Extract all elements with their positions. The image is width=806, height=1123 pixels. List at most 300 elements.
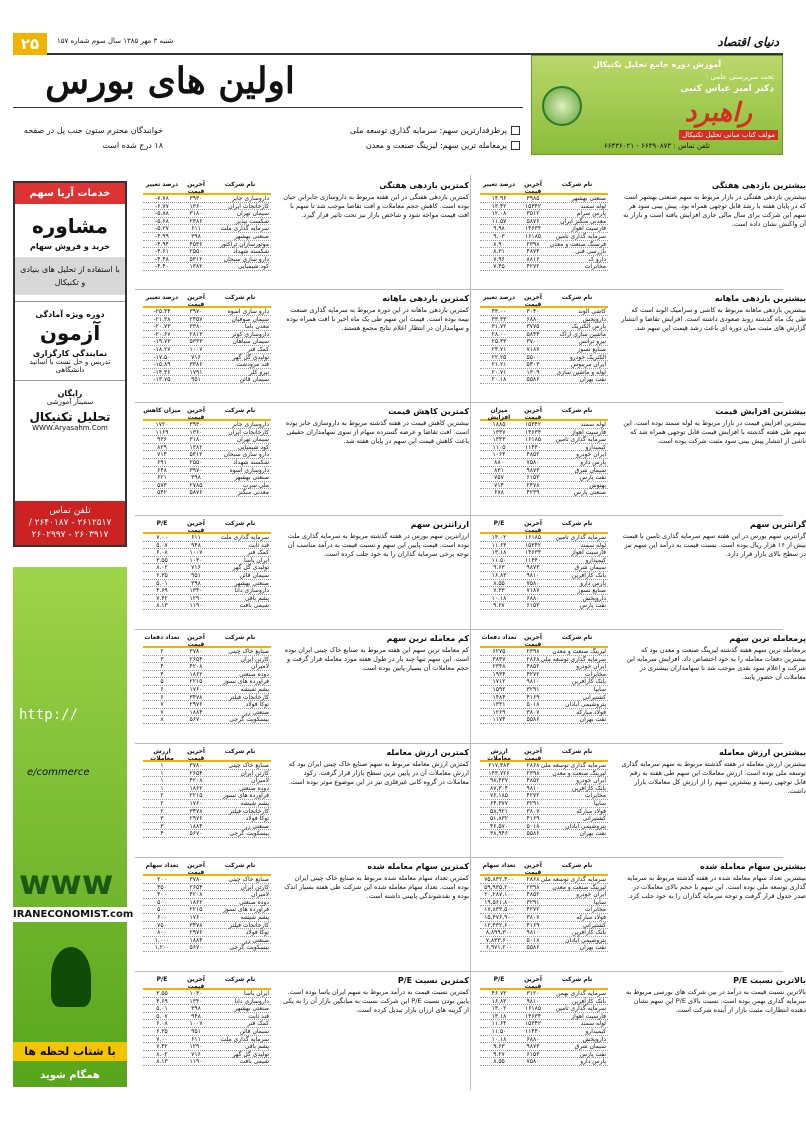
table-row <box>480 1020 608 1028</box>
table-cell: ۱۹,۵۶۱,۸۰۰ <box>484 898 514 906</box>
table-cell: ۲۴۷۸ <box>526 481 540 489</box>
table-cell: ۶۱۵۳ <box>526 1050 540 1058</box>
row-divider <box>135 515 783 516</box>
table-row <box>143 876 271 884</box>
table-cell: ۸۲۹ <box>157 443 167 451</box>
table-cell: ۳ <box>160 815 164 823</box>
table-row <box>480 542 608 550</box>
table-cell: کشتیرانی <box>582 815 606 823</box>
table-cell: ۱۲۶۹ <box>492 708 506 716</box>
table-cell: ۷.۰۰ <box>156 534 168 541</box>
panel-text <box>620 294 806 333</box>
table-row <box>143 421 271 429</box>
table-cell: -۲۵.۳۴ <box>153 308 171 315</box>
column-header: تعداد سهام <box>482 862 516 869</box>
table-cell: ۵۴۲ <box>157 489 167 497</box>
table-row <box>480 549 608 557</box>
table-cell: ۲۰,۲۸۷,۱۰۰ <box>484 891 514 899</box>
headline-rule <box>13 107 523 108</box>
table-cell: ۶,۹۷۱,۲۰۰ <box>485 944 513 952</box>
table-cell: ۷۵۰ <box>157 921 167 929</box>
table-cell: ۶.۰۸ <box>156 1020 168 1028</box>
table-cell: ۷ <box>160 708 164 716</box>
table-cell: کارتن ایران <box>240 883 269 891</box>
table-cell: ۷۱۶ <box>191 353 201 361</box>
table-row <box>480 914 608 922</box>
table-row <box>480 346 608 354</box>
table-cell: ۵۰۱۸ <box>526 936 540 944</box>
row-divider <box>135 743 783 744</box>
table-cell: نفت پارس <box>579 1050 606 1058</box>
column-divider <box>470 175 471 1090</box>
table-cell: شیمی بافت <box>239 1058 269 1066</box>
table-cell: لوله سمند <box>580 202 606 210</box>
column-header: نام شرکت <box>224 294 256 301</box>
table-cell: تولیدی گل گهر <box>232 1050 269 1058</box>
table-cell: صنعتی زر <box>244 708 269 716</box>
table-cell: ۱۴۶۳۴ <box>524 549 542 557</box>
panel-body: کمترین بازدهی هفتگی در این هفته مربوط به داروسازی جابرابن حیان بوده است. کاهش حجم معاملات و افت تقاضا موجب شد تا سهم با افت قیمت مواجه شود و شاخص بازار نیز تحت تاثیر قرار گیرد. <box>283 193 469 219</box>
table-cell: ۳۹۸۵ <box>526 195 540 202</box>
table-cell: ۵۵۸۶ <box>526 944 540 952</box>
table-cell: ۱۷۹۱ <box>189 368 203 376</box>
table-row <box>480 195 608 203</box>
table-header <box>480 294 608 308</box>
table-cell: ۱۰۰۷ <box>189 1020 203 1028</box>
phone-label: تلفن تماس <box>49 506 91 516</box>
table-row <box>480 376 608 384</box>
table-cell: ۱۴۳,۷۲۶ <box>488 769 510 777</box>
table-row <box>480 937 608 945</box>
table-cell: ۵۵۸۶ <box>526 830 540 838</box>
table-row <box>480 1005 608 1013</box>
table-cell: توکا فولاد <box>245 815 269 823</box>
table-cell: دارو سازی سبحان <box>223 451 269 459</box>
table-cell: داروسازی دانا <box>234 587 269 595</box>
table-row <box>143 308 271 316</box>
table-cell: پارس دارو <box>580 458 606 466</box>
ad-heading: تحلیل تکنیکال <box>29 410 111 424</box>
table-cell: کمک فنر <box>247 345 269 353</box>
table-cell: ۳ <box>160 822 164 830</box>
table-cell: ۵۴۰۳ <box>526 361 540 369</box>
ad-brand: راهبرد <box>684 98 752 128</box>
panel-title: بیشترین افزایش قیمت <box>715 407 806 416</box>
table-row <box>143 770 271 778</box>
table-cell: بانک کارآفرین <box>571 571 606 579</box>
ad-line: آموزش دوره جامع تحلیل تکنیکال <box>592 60 722 69</box>
table-cell: ۱۷۶۰ <box>189 913 203 921</box>
table-cell: -۱۸.۲۷ <box>153 345 171 353</box>
table-cell: ماشین سازی اراک <box>559 330 606 338</box>
ad-url[interactable]: WWW.Aryasahm.Com <box>32 424 108 432</box>
table-cell: سرمایه گذاری توسعه ملی <box>540 876 606 883</box>
panel-text <box>283 976 469 1015</box>
ad-heading: مشاوره <box>32 214 108 238</box>
column-header: آخرین قیمت <box>524 520 542 534</box>
column-header: نام شرکت <box>561 520 593 527</box>
column-header: آخرین قیمت <box>524 294 542 308</box>
table-cell: ۴۸۵۲ <box>526 451 540 459</box>
table-cell: صنعتی زر <box>244 936 269 944</box>
table-cell: ۳۷۸۰ <box>189 648 203 655</box>
table-row <box>480 1013 608 1021</box>
ranking-panel <box>143 862 469 974</box>
ad-section <box>15 301 125 374</box>
table-cell: لامیران <box>251 663 269 671</box>
table-cell: ۸.۰۲ <box>156 1050 168 1058</box>
column-header: درصد تغییر <box>145 294 179 301</box>
table-header <box>143 294 271 308</box>
table-cell: لوله سمند <box>580 421 606 428</box>
ranking-table <box>143 520 271 610</box>
table-cell: ۹۵۱ <box>191 376 201 384</box>
table-cell: داروپخش <box>582 315 606 323</box>
table-cell: ۱۳۸۲ <box>189 263 203 271</box>
table-cell: کشتیرانی <box>582 693 606 701</box>
table-cell: ۳۱۸۰ <box>189 436 203 444</box>
table-row <box>143 542 271 550</box>
table-cell: ۲۹۷۶ <box>189 929 203 937</box>
panel-text <box>620 634 806 682</box>
panel-body: پرمعامله ترین سهم هفته گذشته لیزینگ صنعت و معدن بود که بیشترین دفعات معامله را به خود اختصاص داد. افزایش سرمایه این شرکت و اعلام سود نقدی موجب شد تا سهامداران بیشتری در معاملات آن حضور یابند. <box>626 646 806 681</box>
table-row <box>143 777 271 785</box>
table-cell: ۵۱,۸۳۲ <box>489 815 509 823</box>
table-cell: پشم شیشه <box>240 685 269 693</box>
ranking-table <box>480 294 608 384</box>
table-cell: بازرسی فنی <box>575 248 606 256</box>
ad-ecommerce-text: e/commerce <box>27 767 90 778</box>
table-row <box>143 580 271 588</box>
table-cell: ۵.۰۷ <box>156 1012 168 1020</box>
table-cell: ۱۶.۸۳ <box>491 997 507 1005</box>
table-cell: ۱۱.۵۷ <box>491 217 507 225</box>
panel-text <box>283 181 469 220</box>
table-row <box>143 929 271 937</box>
panel-title: گرانترین سهم <box>749 520 806 529</box>
column-header: آخرین قیمت <box>187 748 205 762</box>
column-header: نام شرکت <box>224 976 256 983</box>
table-cell: صنایع خاک چینی <box>228 762 269 769</box>
panel-text <box>620 520 806 559</box>
table-cell: ۱۰۶۴ <box>492 451 506 459</box>
table-row <box>143 361 271 369</box>
table-cell: ۶۴,۳۷۷ <box>489 799 509 807</box>
table-cell: قند مرودشت <box>236 361 269 369</box>
newspaper-logo: دنیای اقتصاد <box>717 35 779 49</box>
table-cell: ۹.۶۳ <box>493 564 505 572</box>
table-row <box>143 990 271 998</box>
page-headline: اولین های بورس <box>45 60 295 102</box>
table-cell: ۲۳۸۶ <box>189 217 203 225</box>
table-cell: ۲۳۴۸ <box>492 663 506 671</box>
table-cell: ۱ <box>160 769 164 777</box>
table-cell: ۳۱۲۰ <box>526 990 540 997</box>
table-cell: ۱۱۴۴۰ <box>524 1027 542 1035</box>
table-cell: ۴.۶۹ <box>156 587 168 595</box>
table-cell: دوده صنعتی <box>239 784 269 792</box>
table-cell: ۱۳۳۷ <box>492 428 506 436</box>
ad-slogan: همگام شوید <box>40 1070 100 1081</box>
column-header: P/E <box>156 976 168 983</box>
table-cell: ۴۸۵۲ <box>526 777 540 785</box>
table-cell: ۷۱۸۷ <box>526 587 540 595</box>
table-cell: ۱۴۸۴ <box>492 693 506 701</box>
table-cell: ۴ <box>160 663 164 671</box>
table-cell: ۵۹,۹۳۵,۲۰۰ <box>484 883 514 891</box>
table-row <box>143 369 271 377</box>
column-header: نام شرکت <box>224 862 256 869</box>
ad-subheading: نمایندگی کارگزاری <box>32 349 108 358</box>
table-cell: ۶۱۵۳ <box>526 474 540 482</box>
table-cell: بانک کارآفرین <box>571 929 606 937</box>
ranking-panel <box>480 181 806 293</box>
table-cell: ۱۴۶۳۴ <box>524 1012 542 1020</box>
ad-heading: آزمون <box>39 321 101 345</box>
table-cell: ۹.۹۸ <box>493 225 505 233</box>
table-cell: نفت پارس <box>579 474 606 482</box>
table-cell: ۳۳.۳۳ <box>491 315 507 323</box>
table-cell: صنایع خاک چینی <box>228 648 269 655</box>
table-cell: پارس دارو <box>580 579 606 587</box>
table-row <box>480 777 608 785</box>
table-cell: ۹۸۱۰ <box>526 929 540 937</box>
table-cell: لوله سمند <box>580 541 606 549</box>
ad-section <box>15 380 125 432</box>
table-cell: فولاد مبارکه <box>576 913 606 921</box>
ranking-panel <box>143 407 469 519</box>
table-cell: فرآورده های نسوز <box>223 678 269 686</box>
ranking-table <box>480 634 608 724</box>
table-cell: ۵۳۳۳ <box>189 338 203 346</box>
table-cell: ۱۱۷۴ <box>492 716 506 724</box>
technical-analysis-ad[interactable] <box>531 55 783 155</box>
table-row <box>143 376 271 384</box>
table-row <box>143 663 271 671</box>
table-cell: ۶.۰۸ <box>156 549 168 557</box>
table-cell: موتورسازان تراکتور <box>219 240 269 248</box>
table-cell: ۲ <box>160 648 164 655</box>
table-cell: ۲۵۵۰ <box>189 458 203 466</box>
table-cell: ۴۶.۷۳ <box>491 990 507 997</box>
table-row <box>143 346 271 354</box>
table-cell: ۵۵۸۶ <box>526 376 540 384</box>
table-cell: ۶ <box>160 693 164 701</box>
table-cell: ۴۱۶۹ <box>526 693 540 701</box>
arya-sahm-ad[interactable] <box>13 181 127 547</box>
table-row <box>480 459 608 467</box>
column-header: آخرین قیمت <box>187 407 205 421</box>
table-cell: ۳۷۰۰ <box>526 338 540 346</box>
table-cell: ۱۱۰۵ <box>492 443 506 451</box>
table-cell: ۳۵۰ <box>157 883 167 891</box>
table-row <box>143 1036 271 1044</box>
table-row <box>143 914 271 922</box>
table-cell: ۱۰۳۰ <box>189 556 203 564</box>
table-cell: کود شیمیایی <box>237 263 269 271</box>
table-cell: ۱۷۱۲ <box>492 678 506 686</box>
table-header <box>480 634 608 648</box>
table-row <box>480 709 608 717</box>
table-row <box>143 1020 271 1028</box>
table-row <box>480 800 608 808</box>
table-cell: ۴۲۳۹ <box>526 489 540 497</box>
column-header: نام شرکت <box>224 748 256 755</box>
table-cell: نیرو کلر <box>249 368 269 376</box>
table-cell: ۷۱۴ <box>494 481 504 489</box>
table-cell: ۶۱۱ <box>191 534 201 541</box>
table-cell: -۱۹.۷۳ <box>153 338 171 346</box>
table-cell: سیمان قائن <box>239 376 269 384</box>
table-cell: ۱۳۴۰ <box>189 587 203 595</box>
panel-text <box>283 748 469 787</box>
table-cell: ۷۵۷ <box>494 474 504 482</box>
phone-number: ۲۶۱۲۵۱۷ - ۲۶۴۰۱۸۷ / ۲۶۰۳۹۱۷ - ۲۶۰۲۹۹۷ <box>28 518 112 540</box>
table-cell: ۷۵۸۰ <box>526 458 540 466</box>
table-cell: ۱۳۰۹ <box>526 368 540 376</box>
table-row <box>480 663 608 671</box>
table-row <box>143 648 271 656</box>
panel-text <box>283 407 469 446</box>
table-cell: ۲۲۱۵ <box>189 792 203 800</box>
table-cell: بهنوش <box>589 481 606 489</box>
column-header: ارزش معاملات <box>150 748 174 762</box>
column-header: تعداد دفعات <box>481 634 517 641</box>
table-cell: ۳۸۰۷ <box>526 807 540 815</box>
table-cell: پشم بافی <box>244 1043 269 1051</box>
ranking-panel <box>480 294 806 406</box>
panel-title: پرمعامله ترین سهم <box>729 634 806 643</box>
table-row <box>143 716 271 724</box>
table-cell: صنعتی بهشهر <box>234 232 269 240</box>
column-header: نام شرکت <box>561 181 593 188</box>
legend-row <box>330 123 520 138</box>
table-cell: قند ثابت <box>248 541 269 549</box>
table-row <box>480 338 608 346</box>
table-row <box>480 587 608 595</box>
table-cell: ۲۲۱۵ <box>189 678 203 686</box>
table-cell: ملی سرب <box>242 481 269 489</box>
table-cell: سرمایه گذاری تامین <box>555 534 606 541</box>
table-cell: ۷۵,۸۳۲,۴۰۰ <box>484 876 514 883</box>
table-row <box>480 263 608 271</box>
table-cell: ۱ <box>160 762 164 769</box>
table-cell: داروسازی کوثر <box>231 330 269 338</box>
table-cell: ۱۴.۰۲ <box>491 534 507 541</box>
table-row <box>143 800 271 808</box>
table-cell: شکسته شهداد <box>233 458 269 466</box>
table-cell: کارخانجات فیلتر <box>229 807 269 815</box>
table-row <box>480 1058 608 1066</box>
table-row <box>143 1005 271 1013</box>
column-header: درصد تغییر <box>482 181 516 188</box>
table-row <box>143 241 271 249</box>
table-cell: ۵۵۰۰ <box>526 353 540 361</box>
table-cell: ۴۲۰۸ <box>189 777 203 785</box>
table-row <box>143 678 271 686</box>
table-cell: ۷.۴۵ <box>493 263 505 271</box>
table-cell: ۵.۰۱ <box>156 579 168 587</box>
table-cell: ۶.۳۵ <box>156 1027 168 1035</box>
ranking-panel <box>480 748 806 860</box>
panel-body: ارزانترین سهم بورس در هفته گذشته مربوط به سرمایه گذاری ملت بوده است. قیمت پایین این سهم و نسبت قیمت به درآمد مناسب آن توجه برخی سرمایه گذاران را به خود جلب کرده است. <box>287 532 469 558</box>
column-header: نام شرکت <box>561 976 593 983</box>
table-cell: ۸.۰۲ <box>156 564 168 572</box>
table-row <box>480 899 608 907</box>
table-cell: -۴.۴۸ <box>155 255 169 263</box>
iraneconomist-ad[interactable] <box>13 567 134 1087</box>
table-cell: سرمایه گذاری تامین <box>555 436 606 444</box>
table-cell: ۲۸۶۸ <box>526 876 540 883</box>
table-cell: ۳۹۷۰ <box>189 466 203 474</box>
table-cell: ۱۷,۸۳۳,۵۰۰ <box>484 906 514 914</box>
table-cell: فارسیت اهواز <box>571 1012 606 1020</box>
table-cell: پارس الکتریک <box>571 323 606 331</box>
table-cell: ۵۰۰ <box>157 906 167 914</box>
table-cell: ۱ <box>160 777 164 785</box>
table-cell: ۳۹۸ <box>191 232 201 240</box>
table-cell: -۵.۶۸ <box>155 217 169 225</box>
table-cell: ۹۸۷۳ <box>526 1043 540 1051</box>
table-cell: ۲۴.۷۱ <box>491 345 507 353</box>
table-header <box>143 407 271 421</box>
table-header <box>480 181 608 195</box>
table-row <box>480 1036 608 1044</box>
table-row <box>480 564 608 572</box>
table-cell: ۷۱۴ <box>157 451 167 459</box>
top-bar <box>13 33 783 55</box>
panel-body: بیشترین کاهش قیمت در هفته گذشته مربوط به داروسازی جابر بوده است. افت تقاضا و عرضه گسترده سهام از سوی سهامداران حقیقی باعث کاهش قیمت این سهم در پایان هفته شد. <box>285 419 469 445</box>
table-cell: نفت بهران <box>579 944 606 952</box>
table-row <box>143 891 271 899</box>
table-cell: ۶۲۷۵ <box>492 648 506 655</box>
table-cell: نیرو ترانس <box>578 338 606 346</box>
table-cell: فارسیت اهواز <box>571 549 606 557</box>
table-cell: ۱۳.۱۸ <box>491 549 507 557</box>
table-cell: ایران خودرو <box>576 663 606 671</box>
table-cell: ۵۳۱۲ <box>189 255 203 263</box>
table-row <box>143 792 271 800</box>
table-row <box>480 656 608 664</box>
column-header: نام شرکت <box>561 862 593 869</box>
panel-title: بیشترین بازدهی ماهانه <box>714 294 806 303</box>
table-cell: ۶.۳۵ <box>156 571 168 579</box>
table-cell: ۲۳۹۸ <box>526 769 540 777</box>
table-cell: کارتن ایران <box>240 769 269 777</box>
table-cell: صنعتی بهشهر <box>234 579 269 587</box>
table-cell: ۱۴۶۳۴ <box>524 428 542 436</box>
panel-body: کمترین ارزش معامله مربوط به سهم صنایع خاک چینی ایران بود که ارزش معاملات آن در پایین ترین سطح بازار قرار گرفت. رکود معاملات در گروه کانی غیرفلزی نیز در این موضوع موثر بوده است. <box>288 760 469 786</box>
table-cell: سرمایه گذاری ملت <box>220 1035 269 1043</box>
table-cell: دوده صنعتی <box>239 898 269 906</box>
table-cell: ۲ <box>160 807 164 815</box>
column-header: درصد تغییر <box>145 181 179 188</box>
table-cell: ۳۲۹۱ <box>526 799 540 807</box>
panel-title: کم معامله ترین سهم <box>386 634 469 643</box>
ad-note: با استفاده از تحلیل های بنیادی و تکنیکال <box>15 257 125 295</box>
table-row <box>480 218 608 226</box>
table-cell: -۱۴.۳۶ <box>153 368 171 376</box>
table-cell: ۴۸۵۲ <box>526 891 540 899</box>
table-row <box>143 906 271 914</box>
table-row <box>143 1043 271 1051</box>
column-header: آخرین قیمت <box>524 181 542 195</box>
ad-subheading: دوره ویژه آمادگی <box>35 310 105 319</box>
table-cell: ۱۲۹۰ <box>189 1043 203 1051</box>
table-row <box>480 256 608 264</box>
table-cell: ۱۶۱۸۵ <box>524 1005 542 1013</box>
table-cell: ۵۰۱۸ <box>526 822 540 830</box>
